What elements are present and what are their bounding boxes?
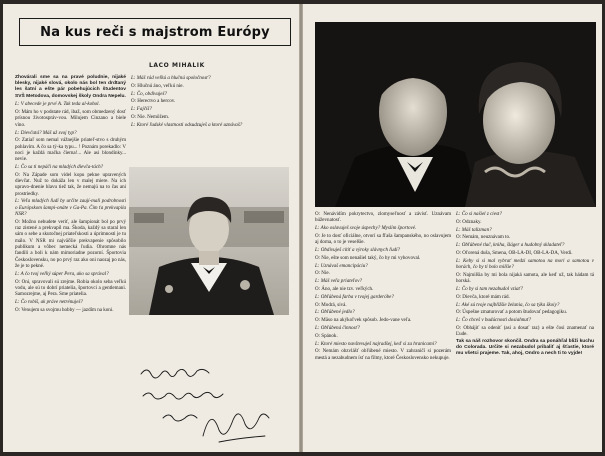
portrait-photo-skater-and-coach: [315, 22, 596, 207]
interview-question: L: Čo, obdivuješ?: [131, 90, 168, 97]
interview-answer: O: Spánok.: [315, 332, 338, 339]
interview-question: L: Máš veľa priateľov?: [315, 278, 362, 285]
skater-photo-image: [129, 167, 289, 315]
right-page: [303, 4, 602, 452]
interview-question: L: V abecede je prvé A. Tak teda al-kohol.: [15, 101, 100, 108]
interview-answer: O: Áno, ale nie tzv. veľkých.: [315, 285, 374, 292]
interview-answer: O: Nie.: [315, 270, 330, 277]
interview-question: L: Ako oslavuješ svoje úspechy? Myslím športové.: [315, 225, 417, 232]
interview-answer: O: Dievča, ktoré mám rád.: [456, 293, 510, 300]
interview-answer: O: Nie, ešte som nenašiel taký, čo by mi vyhovoval.: [315, 254, 421, 261]
interview-answer: O: Nie. Nemôžem.: [131, 113, 170, 120]
interview-question: L: Obľúbená činnosť?: [315, 324, 360, 331]
interview-answer: O: Úspešne zmaturovať a potom študovať pedagogiku.: [456, 309, 567, 316]
text-column-4: [456, 211, 594, 449]
interview-answer: O: Nenávidím pokrytectvo, zlomyseľnosť a závisť. Uznávam húževnatosť.: [315, 211, 451, 224]
interview-question: L: Čo chceš v budúcnosti dosiahnuť?: [456, 317, 532, 324]
interview-answer: O: Najmilšia by mi bola nijaká samota, ale keď už, tak hádam tá horská.: [456, 271, 594, 285]
text-column-1: [15, 75, 126, 450]
interview-question: L: Uznávaš emancipáciu?: [315, 262, 368, 269]
interview-question: L: A čo tvoj veľký súper Pera, ako sa správal?: [15, 270, 109, 277]
duo-photo-image: [315, 22, 596, 207]
interview-answer: O: Herectvo a hercov.: [131, 98, 176, 105]
interview-question: L: Keby si si mal vybrať medzi samotou na mori a samotou v horách, čo by ti bolo milšie?: [456, 257, 594, 271]
interview-answer: O: Oľorená duša, Smena, OB-LA-DI, OB-LA-DA, Verdi.: [456, 249, 573, 256]
portrait-photo-skater: [129, 167, 289, 315]
interview-question: L: Ktoré ľudské vlastnosti odsudzuješ a ktoré uznávaš?: [131, 121, 243, 128]
article-title: Na kus reči s majstrom Európy: [40, 24, 270, 40]
text-column-2: [131, 75, 291, 167]
interview-answer: O: Možno nebudete veriť, ale šampionát bol po prvý raz zistené a prekvapil ma. Škoda, každý sa staral len sám o sebe a skutočnej priateľskosti a úprimnosti je tu málo. V NSR mi najväčšie prekvapenie spôsobilo publikum a vôbec nemecká ľudia. Ohromne nás fandili a boli k nám mimoriadne pozorní. Športovia Československu, no po prvý raz ako oni naozaj po nás, že je to pekné.: [15, 218, 126, 269]
interview-question: L: Obľúbené tlač, kniha, šláger a hudobný skladateľ?: [456, 242, 565, 249]
interview-answer: O: Obhájiť sa odeniť (asi a dosať raz) a ešte čosi znamenať na Ľude.: [456, 324, 594, 338]
interview-question: L: Ktoré miesto navštevuješ najradšej, keď si za hranicami?: [315, 340, 437, 347]
interview-intro: Zhovárali sme sa na pravé poludnie, nijaké blesky, nijaké slová, okolo nás bol ten drdtaný les šatní a ešte pár pobehujúcich študentov SVŠ Metodova, domovskej školy Ondra Nepelu.: [15, 75, 126, 99]
interview-question: L: Dievčatá? Máš už svoj typ?: [15, 129, 77, 136]
interview-answer: O: Zatiaľ som nemal vážnejšie priateľ-stvo s druhým pohlavím. A čo sa tý-ka typu... ! Poznám porekadlo: V noci je každá mačka čierna!... Ale asi blondínky... nevie.: [15, 137, 126, 163]
interview-intro: Tak sa náš rozhovor skončil. Ondra sa ponáhľal bliži kuchu do Colorada. Určite si nezabudol pribaliť aj šťastie, ktoré mu všetci prajeme. Tak, ahoj, Ondro a nech ti to vyjde!: [456, 339, 594, 357]
interview-question: L: Aké sú tvoje najbližšie želania, čo sa týka škoiy?: [456, 301, 560, 308]
interview-question: L: Čo by si tam nezabudol vziať?: [456, 285, 523, 292]
interview-answer: O: Oni, spravovali sú zrejme. Robia okolo seba veľkú vodu, ale sú to dobrí priatelia, športovci a gentlemani. Samozrejme, aj Pera. Sme priatelia.: [15, 278, 126, 298]
interview-answer: O: Je to dosť oficiálne, otvorí sa fľaša šampanského, no oslavujem aj doma, o to je veselšie.: [315, 232, 451, 246]
interview-question: L: Obľúbené jedlo?: [315, 309, 355, 316]
interview-question: L: Máš talizman?: [456, 226, 492, 233]
interview-answer: O: Mäso na akýkoľvek spôsob. Jedo-vane veľa.: [315, 317, 412, 324]
interview-answer: O: Na Západe som videl kopu pekne upravených dievčat. Nuž to dokáža len v malej miere. Na ich upravo-dnenie hlavu tiež tak, že nemajú na to čas ani prostriedky.: [15, 171, 126, 197]
interview-question: L: Máš rád veľkú a hlučnú spoločnosť?: [131, 75, 211, 81]
interview-question: L: Obľúbená farba v tvojej garderóbe?: [315, 293, 394, 300]
interview-answer: O: Hlučnú áno, veľkú nie.: [131, 82, 184, 89]
interview-answer: O: Nemám, neuznávam to.: [456, 234, 511, 241]
interview-answer: O: Venujem sa svojmu hobby — jazdím na koni.: [15, 306, 114, 313]
handwritten-signature: [133, 362, 291, 447]
left-page: [3, 4, 300, 452]
interview-question: L: Čo robíš, ak práve netrénuješ?: [15, 298, 83, 305]
interview-answer: O: Nemám obzvlášť obľúbené miesto. V zahraničí si pozerám mestá a nezabudnem ísť na filmy, ktoré Československo nekupuje.: [315, 348, 451, 361]
signature-block: [133, 362, 291, 447]
interview-answer: O: Odznaky.: [456, 218, 482, 225]
interview-question: L: Čo si našiel z ciest?: [456, 211, 502, 217]
interview-question: L: Veľa mladých ľudí by určite zaují-mali podrobnosti o Európskom šampi-onáte v Ga-Pa. Čím ťa prekvapila NSR?: [15, 198, 126, 218]
interview-question: L: Fajčíš?: [131, 106, 152, 113]
interview-question: L: Obdivuješ cítiť a výroky slávnych ľudí?: [315, 246, 401, 253]
article-author: LACO MIHALIK: [149, 62, 205, 69]
text-column-3: [315, 211, 451, 449]
interview-answer: O: Modrá, sivá.: [315, 301, 347, 308]
interview-question: L: Čo sa ti nepáči na mladých dievča-tách?: [15, 163, 104, 170]
title-box: [19, 18, 291, 46]
interview-answer: O: Mám ho v podstate rád, ibaž, som obmedzený dosť prísnou životospráv-vou. Milujem Cinzano a biele víno.: [15, 109, 126, 128]
